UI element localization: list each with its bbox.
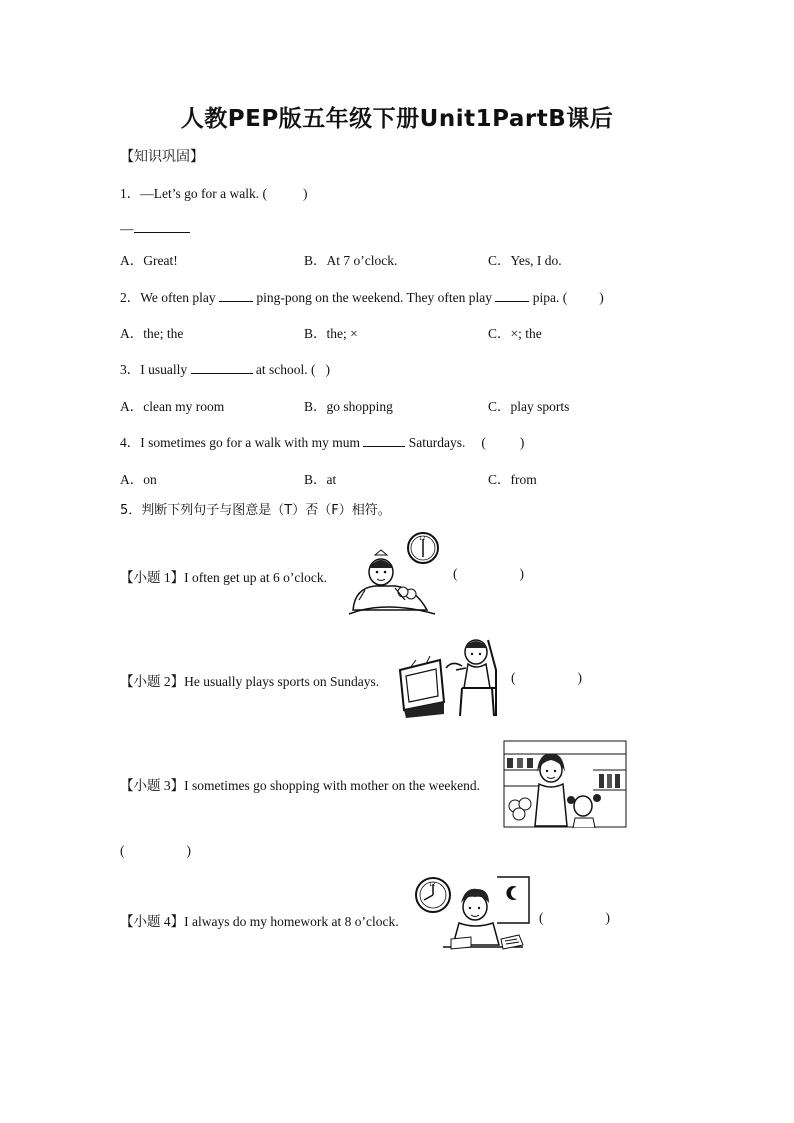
question-2	[120, 286, 604, 306]
subquestion-2-answer[interactable]	[511, 670, 582, 686]
question-3-text-a: 3．I usually	[120, 362, 188, 377]
answer-dash: —	[120, 221, 134, 236]
subquestion-4-label: 【小题 4】	[120, 914, 185, 929]
subquestion-4	[120, 910, 399, 930]
question-4-text-a: 4．I sometimes go for a walk with my mum	[120, 435, 360, 450]
subquestion-4-answer[interactable]	[539, 910, 610, 926]
girl-waking-clock-icon	[345, 530, 445, 620]
page-title: 人教PEP版五年级下册Unit1PartB课后	[180, 106, 614, 132]
question-4-option-b[interactable]: B．at	[304, 472, 337, 487]
question-4-text-b: Saturdays.	[408, 435, 466, 450]
question-2-text-c: pipa. (	[532, 290, 568, 305]
section-heading: 【知识巩固】	[120, 150, 204, 165]
question-3-paren-close: )	[325, 362, 330, 377]
boy-watching-tv-icon	[396, 630, 508, 720]
paren-close: )	[519, 566, 524, 581]
question-4-paren-close: )	[519, 435, 525, 450]
subquestion-1-text: I often get up at 6 o’clock.	[184, 570, 327, 585]
question-2-paren-close: )	[599, 290, 604, 305]
question-1-answer-line[interactable]	[120, 220, 190, 237]
question-4	[120, 431, 524, 451]
question-3-blank[interactable]	[191, 361, 253, 374]
svg-text:12: 12	[419, 536, 426, 542]
paren-close: )	[186, 843, 191, 858]
subquestion-3-answer[interactable]	[120, 843, 191, 859]
subquestion-1-answer[interactable]	[453, 566, 524, 582]
paren-open: (	[453, 566, 458, 581]
boy-homework-clock-icon	[413, 873, 533, 959]
subquestion-3	[120, 774, 480, 794]
question-4-paren-open: (	[481, 435, 486, 450]
question-3-option-c[interactable]: C．play sports	[488, 399, 570, 414]
question-5-heading: 5．判断下列句子与图意是（T）否（F）相符。	[120, 503, 391, 518]
question-1-option-c[interactable]: C．Yes, I do.	[488, 253, 562, 268]
subquestion-2	[120, 670, 379, 690]
question-4-blank[interactable]	[363, 434, 405, 447]
question-2-blank-2[interactable]	[495, 289, 529, 302]
question-2-text-a: 2．We often play	[120, 290, 216, 305]
question-2-option-b[interactable]: B．the; ×	[304, 326, 358, 341]
question-3-text-b: at school. (	[255, 362, 316, 377]
subquestion-3-label: 【小题 3】	[120, 778, 185, 793]
question-2-text-b: ping-pong on the weekend. They often play	[256, 290, 492, 305]
question-1-option-a[interactable]: A．Great!	[120, 253, 178, 268]
question-2-blank-1[interactable]	[219, 289, 253, 302]
paren-close: )	[577, 670, 582, 685]
subquestion-4-text: I always do my homework at 8 o’clock.	[184, 914, 399, 929]
paren-close: )	[605, 910, 610, 925]
subquestion-1-label: 【小题 1】	[120, 570, 185, 585]
question-2-option-a[interactable]: A．the; the	[120, 326, 184, 341]
question-2-option-c[interactable]: C．×; the	[488, 326, 542, 341]
subquestion-1	[120, 566, 327, 586]
subquestion-2-text: He usually plays sports on Sundays.	[184, 674, 380, 689]
answer-blank[interactable]	[134, 220, 190, 233]
subquestion-3-text: I sometimes go shopping with mother on the weekend.	[184, 778, 480, 793]
question-1	[120, 182, 307, 202]
question-3-option-a[interactable]: A．clean my room	[120, 399, 225, 414]
question-1-text: 1．—Let’s go for a walk. (	[120, 186, 267, 201]
svg-text:12: 12	[429, 882, 436, 888]
paren-open: (	[511, 670, 516, 685]
question-1-paren-close: )	[302, 186, 308, 201]
question-1-option-b[interactable]: B．At 7 o’clock.	[304, 253, 398, 268]
question-4-option-a[interactable]: A．on	[120, 472, 157, 487]
subquestion-2-label: 【小题 2】	[120, 674, 185, 689]
question-4-option-c[interactable]: C．from	[488, 472, 537, 487]
question-3-option-b[interactable]: B．go shopping	[304, 399, 393, 414]
paren-open: (	[120, 843, 125, 858]
shopping-mother-child-icon	[503, 740, 627, 828]
paren-open: (	[539, 910, 544, 925]
question-3	[120, 358, 330, 378]
